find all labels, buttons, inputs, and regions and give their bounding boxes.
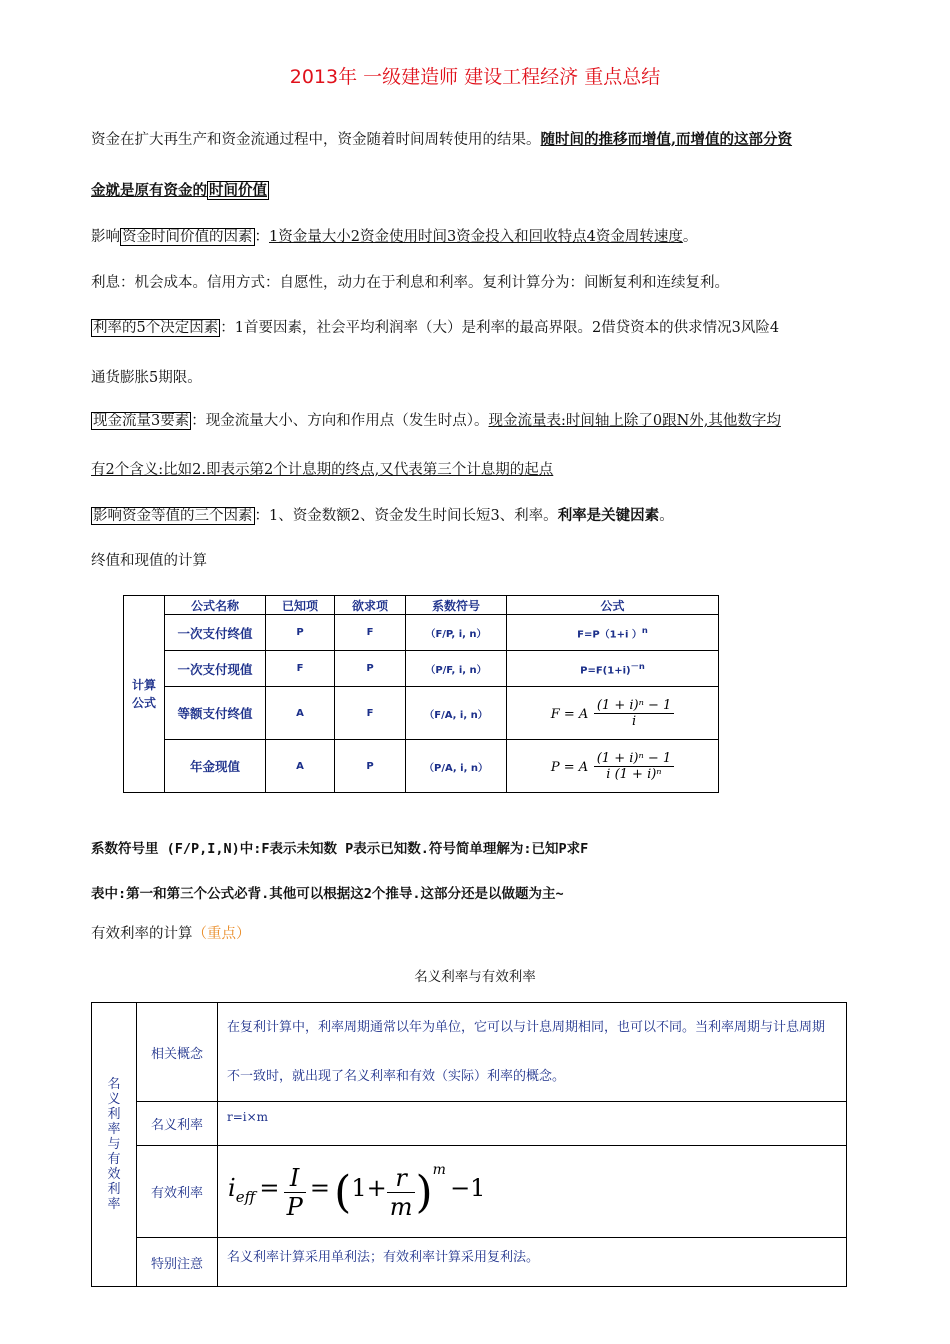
cell-want: F: [335, 687, 406, 740]
formula-fraction: [284, 1164, 306, 1221]
formula-denominator: i: [631, 713, 637, 729]
side-label-text: 名 义 利 率 与 有 效 利 率: [107, 1077, 121, 1212]
text: 影响: [91, 229, 120, 245]
cell-want: F: [335, 615, 406, 651]
cell-known: A: [266, 687, 335, 740]
formula-paren: ): [415, 1167, 433, 1218]
cell-name: 年金现值: [165, 740, 266, 793]
table-header-row: [124, 596, 719, 615]
formula-exponent: m: [432, 1162, 446, 1178]
column-header: 欲求项: [335, 596, 406, 615]
formula-ieff: $i_{eff}$: [228, 1174, 256, 1206]
side-label-line: 计算: [131, 678, 156, 692]
rate-table: [91, 1002, 847, 1287]
paragraph-factors: [91, 225, 697, 246]
formula-one: 1+: [351, 1174, 387, 1202]
formula-lhs: P = A: [550, 759, 589, 775]
emphasis-text: （重点）: [192, 926, 251, 942]
paragraph-cashflow: [91, 409, 781, 430]
paragraph-rate-factors: [91, 316, 779, 337]
table-row: [92, 1146, 847, 1238]
cell-formula: [507, 651, 719, 687]
cell-symbol: （F/A, i, n）: [406, 687, 507, 740]
cell-symbol: （P/A, i, n）: [406, 740, 507, 793]
cell-symbol: （P/F, i, n）: [406, 651, 507, 687]
cell-known: A: [266, 740, 335, 793]
row-label: 特别注意: [137, 1238, 218, 1287]
table-row: [92, 1238, 847, 1287]
formula-numerator: (1 + i)ⁿ − 1: [594, 698, 674, 714]
side-label: [124, 596, 165, 793]
row-text: 名义利率计算采用单利法；有效利率计算采用复利法。: [218, 1238, 847, 1287]
column-header: 公式: [507, 596, 719, 615]
formula-exponent: n: [641, 624, 648, 635]
section-heading-effective-rate: [91, 922, 251, 943]
formula-numerator: r: [387, 1164, 416, 1193]
row-label: 名义利率: [137, 1102, 218, 1146]
cell-want: P: [335, 651, 406, 687]
boxed-term: 现金流量3要素: [93, 413, 190, 429]
note-symbol: 系数符号里 (F/P,I,N)中:F表示未知数 P表示已知数.符号简单理解为:已知P求F: [91, 841, 589, 857]
underlined-text: 现金流量表:时间轴上除了0跟N外,其他数字均: [488, 413, 781, 429]
table-row: [92, 1102, 847, 1146]
formula-fraction: [594, 698, 674, 729]
table-row: [124, 651, 719, 687]
formula-exponent: －n: [630, 661, 645, 672]
cell-name: 一次支付现值: [165, 651, 266, 687]
effective-rate-formula: [218, 1146, 847, 1238]
text: ：1首要因素，社会平均利润率（大）是利率的最高界限。2借贷资本的供求情况3风险4: [220, 320, 780, 336]
text: 有效利率的计算: [91, 926, 193, 942]
text: 。: [682, 229, 698, 245]
formula-denominator: m: [389, 1193, 413, 1221]
column-header: 已知项: [266, 596, 335, 615]
column-header: 系数符号: [406, 596, 507, 615]
cell-formula: [507, 687, 719, 740]
section-heading: 终值和现值的计算: [91, 553, 207, 569]
row-label: 有效利率: [137, 1146, 218, 1238]
paragraph-equivalence: [91, 504, 674, 525]
formula-text: F=P（1+i ）: [577, 629, 642, 641]
row-text: [218, 1003, 847, 1102]
formula-denominator: i (1 + i)ⁿ: [606, 766, 662, 782]
boxed-term: 资金时间价值的因素: [122, 229, 253, 245]
formula-denominator: P: [286, 1193, 303, 1221]
cell-symbol: （F/P, i, n）: [406, 615, 507, 651]
formula-text: P=F(1+i): [580, 665, 631, 677]
table-caption: 名义利率与有效利率: [414, 969, 536, 985]
text: ：1、资金数额2、资金发生时间长短3、利率。: [254, 508, 558, 524]
paragraph-interest: 利息：机会成本。信用方式：自愿性，动力在于利息和利率。复利计算分为：间断复利和连续复利。: [91, 275, 729, 291]
formula-minus-one: −1: [450, 1174, 486, 1202]
formula-lhs: F = A: [550, 706, 589, 722]
row-text-content: 在复利计算中，利率周期通常以年为单位，它可以与计息周期相同，也可以不同。当利率周期与计息周期不一致时，就出现了名义利率和有效（实际）利率的概念。: [227, 1020, 826, 1084]
text: 。: [659, 508, 674, 524]
text: 资金在扩大再生产和资金流通过程中，资金随着时间周转使用的结果。: [91, 132, 541, 148]
formula-numerator: (1 + i)ⁿ − 1: [594, 751, 674, 767]
table-row: [124, 615, 719, 651]
bold-text: 利率是关键因素: [557, 507, 660, 524]
cell-known: F: [266, 651, 335, 687]
paragraph-cashflow-cont: 有2个含义:比如2.即表示第2个计息期的终点,又代表第三个计息期的起点: [91, 462, 554, 478]
formula-table: [123, 595, 719, 793]
formula-fraction: [387, 1164, 416, 1221]
boxed-term: 时间价值: [209, 182, 267, 199]
column-header: 公式名称: [165, 596, 266, 615]
text: ：现金流量大小、方向和作用点（发生时点）。: [191, 413, 489, 429]
highlight-text: 金就是原有资金的: [91, 182, 207, 199]
text: ：: [254, 229, 269, 245]
note-table: 表中:第一和第三个公式必背.其他可以根据这2个推导.这部分还是以做题为主~: [91, 886, 564, 902]
paragraph-time-value-cont: [91, 179, 269, 200]
highlight-text: 随时间的推移而增值,而增值的这部分资: [540, 131, 793, 148]
side-label-line: 公式: [131, 696, 156, 710]
cell-formula: [507, 740, 719, 793]
cell-formula: [507, 615, 719, 651]
table-row: [124, 740, 719, 793]
formula-numerator: I: [284, 1164, 306, 1193]
document-title: 2013年 一级建造师 建设工程经济 重点总结: [289, 66, 661, 88]
formula-paren: (: [334, 1167, 352, 1218]
table-row: [92, 1003, 847, 1102]
formula-equals: =: [259, 1174, 280, 1202]
cell-name: 等额支付终值: [165, 687, 266, 740]
table-row: [124, 687, 719, 740]
row-text: r=i×m: [218, 1102, 847, 1146]
formula-fraction: [594, 751, 674, 782]
paragraph-rate-factors-cont: 通货膨胀5期限。: [91, 370, 202, 386]
boxed-term: 利率的5个决定因素: [93, 320, 219, 336]
row-label: 相关概念: [137, 1003, 218, 1102]
paragraph-time-value: [91, 128, 792, 149]
cell-known: P: [266, 615, 335, 651]
formula-equals: =: [309, 1174, 330, 1202]
side-label: [92, 1003, 137, 1287]
cell-name: 一次支付终值: [165, 615, 266, 651]
boxed-term: 影响资金等值的三个因素: [93, 508, 253, 524]
cell-want: P: [335, 740, 406, 793]
underlined-text: 1资金量大小2资金使用时间3资金投入和回收特点4资金周转速度: [269, 229, 683, 245]
